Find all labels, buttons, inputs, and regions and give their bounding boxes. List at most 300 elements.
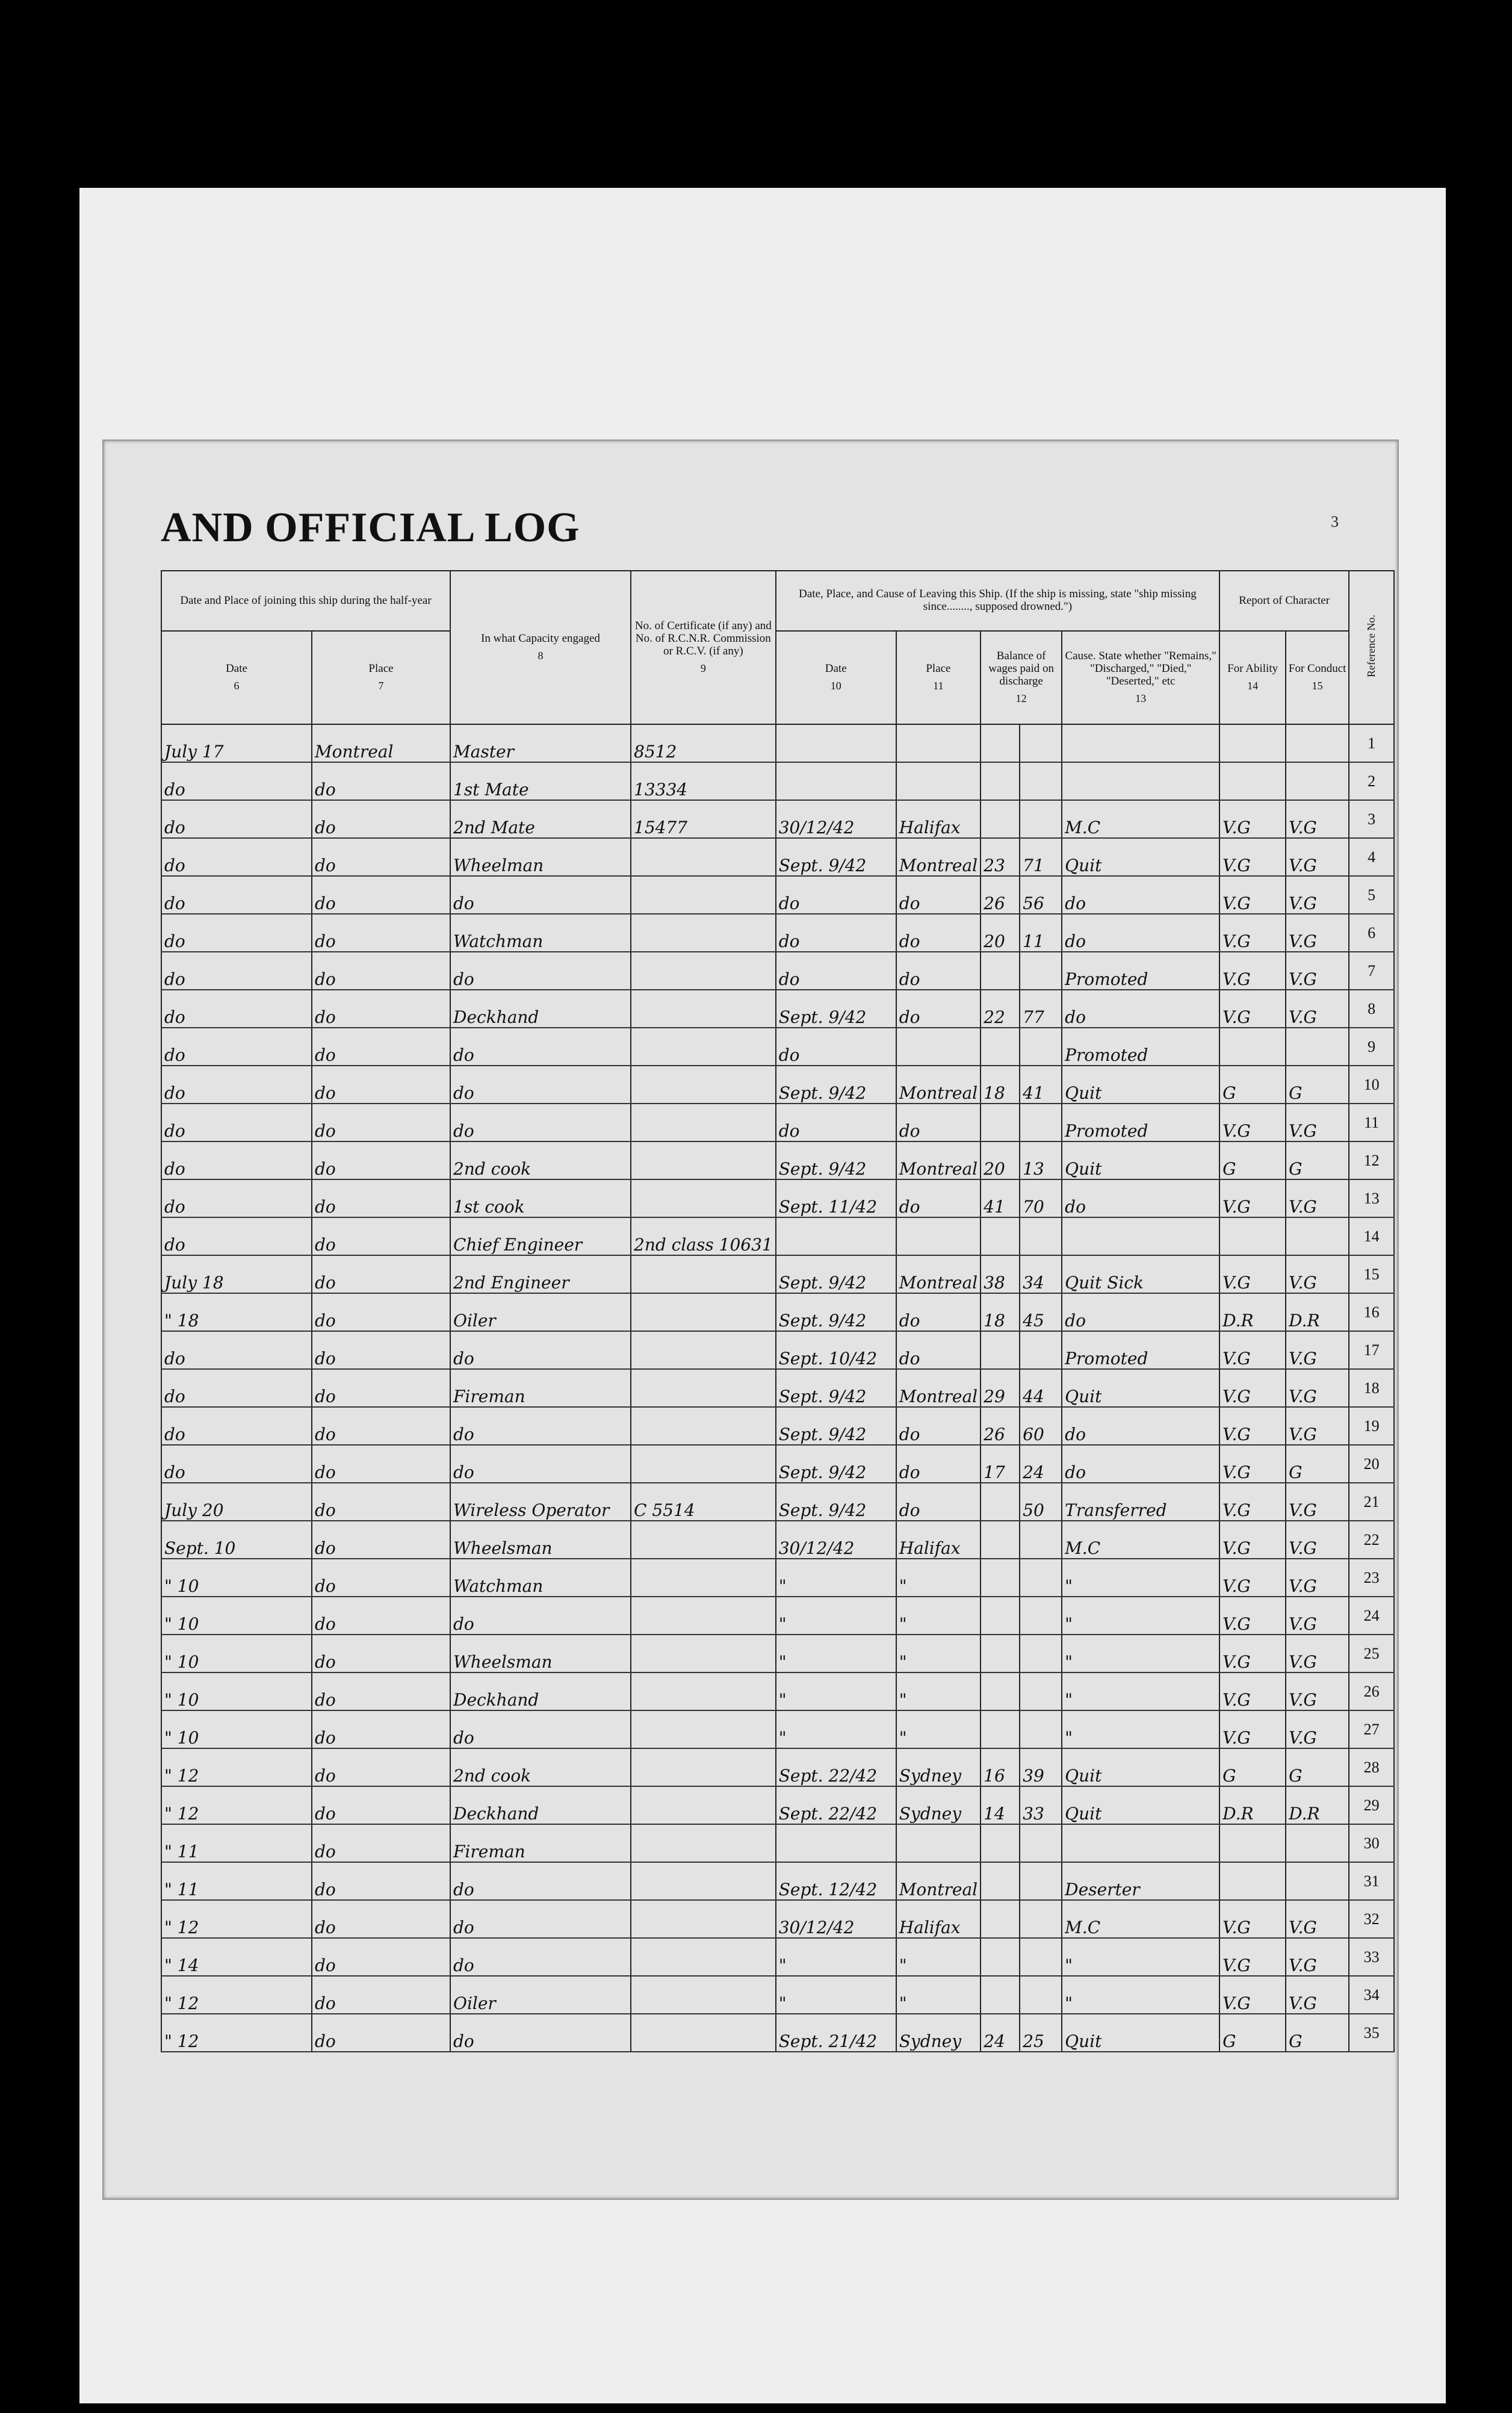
ability-cell: V.G — [1219, 1710, 1286, 1748]
cause-cell: " — [1062, 1559, 1219, 1597]
join-date-cell: do — [161, 1028, 312, 1066]
leave-place-cell: " — [896, 1597, 981, 1635]
conduct-cell: V.G — [1286, 1104, 1349, 1141]
join-date-cell: do — [161, 1104, 312, 1141]
join-date-cell: do — [161, 1369, 312, 1407]
reference-number-cell: 10 — [1349, 1066, 1394, 1104]
leave-date-label: Date — [825, 662, 847, 675]
col-number: 11 — [933, 680, 944, 692]
ability-cell: V.G — [1219, 800, 1286, 838]
reference-number-cell: 17 — [1349, 1331, 1394, 1369]
leave-place-label: Place — [926, 662, 951, 675]
balance-dollars-cell — [981, 762, 1020, 800]
col-number: 9 — [700, 662, 706, 674]
certificate-cell — [631, 1407, 776, 1445]
balance-dollars-cell: 20 — [981, 914, 1020, 952]
table-row — [161, 1748, 1394, 1786]
conduct-cell: V.G — [1286, 1900, 1349, 1938]
ability-cell — [1219, 1862, 1286, 1900]
cause-cell: Quit — [1062, 1066, 1219, 1104]
balance-cents-cell — [1020, 1900, 1062, 1938]
join-date-cell: " 12 — [161, 1748, 312, 1786]
balance-cents-cell: 39 — [1020, 1748, 1062, 1786]
balance-dollars-cell: 24 — [981, 2014, 1020, 2052]
balance-cents-cell: 50 — [1020, 1483, 1062, 1521]
table-row — [161, 838, 1394, 876]
certificate-cell — [631, 1710, 776, 1748]
leave-place-cell: Halifax — [896, 1900, 981, 1938]
balance-cents-cell: 70 — [1020, 1179, 1062, 1217]
table-row — [161, 1824, 1394, 1862]
join-date-cell: do — [161, 1331, 312, 1369]
join-date-cell: " 14 — [161, 1938, 312, 1976]
table-row — [161, 1141, 1394, 1179]
conduct-cell: V.G — [1286, 1331, 1349, 1369]
certificate-cell — [631, 1635, 776, 1672]
capacity-cell: Wheelsman — [450, 1521, 631, 1559]
certificate-cell — [631, 1293, 776, 1331]
join-place-cell: do — [312, 1028, 450, 1066]
table-row — [161, 1597, 1394, 1635]
conduct-cell: V.G — [1286, 1407, 1349, 1445]
capacity-header-label: In what Capacity engaged — [481, 632, 600, 645]
join-place-cell: do — [312, 1786, 450, 1824]
balance-cents-cell — [1020, 1938, 1062, 1976]
join-date-cell: do — [161, 914, 312, 952]
conduct-header — [1286, 631, 1349, 724]
conduct-cell: V.G — [1286, 1976, 1349, 2014]
capacity-cell: do — [450, 1104, 631, 1141]
reference-number-cell: 15 — [1349, 1255, 1394, 1293]
certificate-cell — [631, 1748, 776, 1786]
leave-date-cell: " — [776, 1710, 896, 1748]
capacity-cell: do — [450, 1066, 631, 1104]
cause-cell: " — [1062, 1597, 1219, 1635]
conduct-cell: G — [1286, 2014, 1349, 2052]
conduct-cell: V.G — [1286, 1597, 1349, 1635]
balance-dollars-cell — [981, 1976, 1020, 2014]
cause-cell: " — [1062, 1635, 1219, 1672]
balance-dollars-cell — [981, 1028, 1020, 1066]
reference-number-cell: 16 — [1349, 1293, 1394, 1331]
join-date-cell: " 10 — [161, 1710, 312, 1748]
leave-place-cell: do — [896, 876, 981, 914]
join-date-cell: do — [161, 1407, 312, 1445]
reference-number-cell: 34 — [1349, 1976, 1394, 2014]
certificate-cell — [631, 1672, 776, 1710]
join-place-cell: do — [312, 1559, 450, 1597]
reference-number-cell: 32 — [1349, 1900, 1394, 1938]
reference-number-cell: 6 — [1349, 914, 1394, 952]
leave-date-cell: do — [776, 914, 896, 952]
join-place-cell: do — [312, 1748, 450, 1786]
joining-group-header: Date and Place of joining this ship during the half-year — [161, 571, 450, 631]
leave-place-cell: do — [896, 990, 981, 1028]
table-row — [161, 1635, 1394, 1672]
reference-number-cell: 11 — [1349, 1104, 1394, 1141]
ability-cell: V.G — [1219, 1597, 1286, 1635]
conduct-cell: V.G — [1286, 1710, 1349, 1748]
leave-date-header — [776, 631, 896, 724]
leave-date-cell: Sept. 10/42 — [776, 1331, 896, 1369]
reference-number-cell: 1 — [1349, 724, 1394, 762]
col-number: 12 — [1015, 692, 1027, 704]
crew-log-table — [161, 570, 1395, 2052]
capacity-cell: Deckhand — [450, 990, 631, 1028]
cause-cell — [1062, 1217, 1219, 1255]
reference-number-cell: 31 — [1349, 1862, 1394, 1900]
certificate-cell — [631, 1786, 776, 1824]
balance-cents-cell: 44 — [1020, 1369, 1062, 1407]
conduct-cell — [1286, 1217, 1349, 1255]
capacity-cell: Master — [450, 724, 631, 762]
cause-cell: do — [1062, 1407, 1219, 1445]
reference-number-cell: 13 — [1349, 1179, 1394, 1217]
cause-cell: Transferred — [1062, 1483, 1219, 1521]
leave-date-cell: do — [776, 876, 896, 914]
capacity-cell: 1st cook — [450, 1179, 631, 1217]
ability-cell: V.G — [1219, 838, 1286, 876]
certificate-cell — [631, 1976, 776, 2014]
join-date-cell: Sept. 10 — [161, 1521, 312, 1559]
certificate-cell: 15477 — [631, 800, 776, 838]
join-date-cell: do — [161, 838, 312, 876]
conduct-cell — [1286, 1862, 1349, 1900]
balance-dollars-cell: 29 — [981, 1369, 1020, 1407]
join-date-cell: " 10 — [161, 1597, 312, 1635]
ability-cell — [1219, 1028, 1286, 1066]
join-place-cell: do — [312, 1255, 450, 1293]
cause-cell: M.C — [1062, 1521, 1219, 1559]
join-date-cell: do — [161, 762, 312, 800]
leave-date-cell: Sept. 22/42 — [776, 1748, 896, 1786]
join-place-cell: do — [312, 1066, 450, 1104]
leave-date-cell: do — [776, 952, 896, 990]
table-row — [161, 1900, 1394, 1938]
leave-place-cell: Sydney — [896, 1748, 981, 1786]
balance-cents-cell: 77 — [1020, 990, 1062, 1028]
conduct-cell: G — [1286, 1445, 1349, 1483]
conduct-cell: D.R — [1286, 1293, 1349, 1331]
ability-header — [1219, 631, 1286, 724]
join-place-cell: do — [312, 1976, 450, 2014]
leave-date-cell: Sept. 22/42 — [776, 1786, 896, 1824]
certificate-cell — [631, 1862, 776, 1900]
join-place-cell: Montreal — [312, 724, 450, 762]
balance-dollars-cell — [981, 800, 1020, 838]
leave-date-cell: 30/12/42 — [776, 1521, 896, 1559]
cause-cell: Quit — [1062, 1369, 1219, 1407]
conduct-cell: V.G — [1286, 1559, 1349, 1597]
reference-number-cell: 12 — [1349, 1141, 1394, 1179]
join-date-cell: do — [161, 1217, 312, 1255]
certificate-cell — [631, 1141, 776, 1179]
balance-cents-cell — [1020, 1824, 1062, 1862]
join-place-cell: do — [312, 1635, 450, 1672]
capacity-cell: do — [450, 1028, 631, 1066]
balance-cents-cell — [1020, 762, 1062, 800]
leave-place-cell: do — [896, 1331, 981, 1369]
col-number: 7 — [378, 680, 384, 692]
join-place-cell: do — [312, 876, 450, 914]
join-date-cell: " 12 — [161, 1976, 312, 2014]
ability-cell: V.G — [1219, 1483, 1286, 1521]
leave-date-cell: Sept. 9/42 — [776, 838, 896, 876]
certificate-cell — [631, 1104, 776, 1141]
leave-date-cell: Sept. 9/42 — [776, 1483, 896, 1521]
ability-cell: V.G — [1219, 1255, 1286, 1293]
conduct-cell: V.G — [1286, 1938, 1349, 1976]
reference-number-cell: 9 — [1349, 1028, 1394, 1066]
leave-place-cell: do — [896, 1407, 981, 1445]
cause-cell: Quit — [1062, 1786, 1219, 1824]
leave-place-cell: Montreal — [896, 1862, 981, 1900]
leave-date-cell: Sept. 9/42 — [776, 1293, 896, 1331]
certificate-cell: 2nd class 10631 — [631, 1217, 776, 1255]
conduct-cell — [1286, 762, 1349, 800]
join-date-cell: " 10 — [161, 1672, 312, 1710]
certificate-cell — [631, 838, 776, 876]
ability-cell: V.G — [1219, 1976, 1286, 2014]
reference-number-cell: 25 — [1349, 1635, 1394, 1672]
balance-dollars-cell — [981, 1900, 1020, 1938]
balance-cents-cell: 41 — [1020, 1066, 1062, 1104]
ability-cell: D.R — [1219, 1293, 1286, 1331]
ability-cell: G — [1219, 1066, 1286, 1104]
table-row — [161, 1710, 1394, 1748]
ability-cell: V.G — [1219, 1331, 1286, 1369]
join-place-cell: do — [312, 2014, 450, 2052]
cause-cell: do — [1062, 1293, 1219, 1331]
reference-number-cell: 8 — [1349, 990, 1394, 1028]
leave-date-cell: " — [776, 1672, 896, 1710]
table-row — [161, 1179, 1394, 1217]
ability-cell — [1219, 724, 1286, 762]
report-group-header: Report of Character — [1219, 571, 1349, 631]
capacity-cell: Wireless Operator — [450, 1483, 631, 1521]
join-place-cell: do — [312, 1597, 450, 1635]
join-place-cell: do — [312, 1179, 450, 1217]
capacity-cell: Wheelsman — [450, 1635, 631, 1672]
leave-place-cell: Montreal — [896, 838, 981, 876]
join-place-cell: do — [312, 838, 450, 876]
join-place-cell: do — [312, 1369, 450, 1407]
cause-cell: Quit — [1062, 1748, 1219, 1786]
balance-dollars-cell: 18 — [981, 1293, 1020, 1331]
ability-cell — [1219, 762, 1286, 800]
leave-date-cell: " — [776, 1559, 896, 1597]
capacity-cell: do — [450, 1445, 631, 1483]
join-place-cell: do — [312, 914, 450, 952]
balance-dollars-cell — [981, 1521, 1020, 1559]
leave-place-cell: Montreal — [896, 1066, 981, 1104]
ability-cell: G — [1219, 1141, 1286, 1179]
certificate-cell — [631, 1521, 776, 1559]
table-body — [161, 724, 1394, 2052]
join-place-cell: do — [312, 1217, 450, 1255]
page-number: 3 — [1331, 513, 1339, 530]
leave-place-cell: do — [896, 1179, 981, 1217]
balance-cents-cell — [1020, 1521, 1062, 1559]
join-place-cell: do — [312, 1104, 450, 1141]
balance-dollars-cell — [981, 1331, 1020, 1369]
leave-place-cell: do — [896, 952, 981, 990]
balance-dollars-cell — [981, 1862, 1020, 1900]
reference-header-label: Reference No. — [1365, 614, 1377, 677]
capacity-cell: 1st Mate — [450, 762, 631, 800]
leave-place-header — [896, 631, 981, 724]
certificate-cell: C 5514 — [631, 1483, 776, 1521]
cause-cell: " — [1062, 1976, 1219, 2014]
certificate-cell — [631, 1597, 776, 1635]
reference-number-cell: 21 — [1349, 1483, 1394, 1521]
leave-date-cell: " — [776, 1976, 896, 2014]
conduct-cell: D.R — [1286, 1786, 1349, 1824]
reference-number-cell: 22 — [1349, 1521, 1394, 1559]
reference-number-cell: 24 — [1349, 1597, 1394, 1635]
leave-place-cell — [896, 762, 981, 800]
certificate-cell — [631, 1179, 776, 1217]
cause-cell — [1062, 762, 1219, 800]
ability-cell: V.G — [1219, 990, 1286, 1028]
ability-cell — [1219, 1217, 1286, 1255]
reference-number-cell: 29 — [1349, 1786, 1394, 1824]
join-date-cell: " 10 — [161, 1559, 312, 1597]
certificate-cell — [631, 2014, 776, 2052]
capacity-cell: do — [450, 1900, 631, 1938]
certificate-cell — [631, 1445, 776, 1483]
balance-dollars-cell — [981, 1104, 1020, 1141]
cause-cell: Quit Sick — [1062, 1255, 1219, 1293]
join-date-header — [161, 631, 312, 724]
leave-place-cell: do — [896, 1445, 981, 1483]
join-date-cell: " 12 — [161, 1900, 312, 1938]
certificate-cell — [631, 952, 776, 990]
conduct-cell: V.G — [1286, 914, 1349, 952]
ability-cell: V.G — [1219, 1672, 1286, 1710]
leave-date-cell: " — [776, 1597, 896, 1635]
balance-cents-cell: 24 — [1020, 1445, 1062, 1483]
table-row — [161, 1369, 1394, 1407]
balance-cents-cell: 33 — [1020, 1786, 1062, 1824]
table-row — [161, 1028, 1394, 1066]
join-place-cell: do — [312, 952, 450, 990]
cause-cell: Quit — [1062, 1141, 1219, 1179]
leave-date-cell: do — [776, 1028, 896, 1066]
reference-number-cell: 23 — [1349, 1559, 1394, 1597]
table-row — [161, 1938, 1394, 1976]
leave-place-cell: " — [896, 1710, 981, 1748]
certificate-header — [631, 571, 776, 724]
reference-header — [1349, 571, 1394, 724]
cause-cell: do — [1062, 914, 1219, 952]
leave-date-cell: " — [776, 1938, 896, 1976]
certificate-cell: 13334 — [631, 762, 776, 800]
balance-dollars-cell — [981, 1483, 1020, 1521]
join-place-cell: do — [312, 1521, 450, 1559]
join-date-cell: July 17 — [161, 724, 312, 762]
join-place-cell: do — [312, 1710, 450, 1748]
leave-date-cell: Sept. 21/42 — [776, 2014, 896, 2052]
cause-label: Cause. State whether "Remains," "Discharged," "Died," "Deserted," etc — [1065, 650, 1216, 688]
leave-date-cell: Sept. 9/42 — [776, 990, 896, 1028]
conduct-cell: V.G — [1286, 1635, 1349, 1672]
join-place-cell: do — [312, 1938, 450, 1976]
reference-number-cell: 19 — [1349, 1407, 1394, 1445]
join-place-cell: do — [312, 1445, 450, 1483]
balance-dollars-cell: 26 — [981, 876, 1020, 914]
table-row — [161, 1445, 1394, 1483]
table-row — [161, 1786, 1394, 1824]
balance-dollars-cell — [981, 1938, 1020, 1976]
balance-dollars-cell — [981, 1559, 1020, 1597]
leave-place-cell: " — [896, 1938, 981, 1976]
capacity-cell: do — [450, 1710, 631, 1748]
capacity-cell: Fireman — [450, 1824, 631, 1862]
leave-place-cell: Sydney — [896, 2014, 981, 2052]
table-row — [161, 1483, 1394, 1521]
balance-dollars-cell: 18 — [981, 1066, 1020, 1104]
certificate-header-label: No. of Certificate (if any) and No. of R.C.N.R. Commission or R.C.V. (if any) — [634, 620, 772, 658]
ability-cell: V.G — [1219, 1559, 1286, 1597]
reference-number-cell: 4 — [1349, 838, 1394, 876]
join-place-cell: do — [312, 1483, 450, 1521]
leave-place-cell: Montreal — [896, 1369, 981, 1407]
certificate-cell — [631, 1028, 776, 1066]
conduct-label: For Conduct — [1288, 662, 1346, 675]
conduct-cell: V.G — [1286, 1521, 1349, 1559]
join-place-cell: do — [312, 990, 450, 1028]
table-row — [161, 1331, 1394, 1369]
cause-cell: M.C — [1062, 800, 1219, 838]
cause-cell: " — [1062, 1938, 1219, 1976]
balance-dollars-cell: 16 — [981, 1748, 1020, 1786]
table-row — [161, 1862, 1394, 1900]
conduct-cell: V.G — [1286, 838, 1349, 876]
reference-number-cell: 14 — [1349, 1217, 1394, 1255]
join-date-cell: do — [161, 1445, 312, 1483]
ability-cell: D.R — [1219, 1786, 1286, 1824]
ability-cell: V.G — [1219, 914, 1286, 952]
certificate-cell — [631, 876, 776, 914]
join-place-label: Place — [368, 662, 394, 675]
leave-date-cell: Sept. 9/42 — [776, 1066, 896, 1104]
balance-cents-cell: 45 — [1020, 1293, 1062, 1331]
leaving-group-header: Date, Place, and Cause of Leaving this Ship. (If the ship is missing, state "ship missing since........, supposed drowned.") — [776, 571, 1219, 631]
join-place-cell: do — [312, 1331, 450, 1369]
join-date-cell: July 18 — [161, 1255, 312, 1293]
reference-number-cell: 7 — [1349, 952, 1394, 990]
cause-cell: Promoted — [1062, 1331, 1219, 1369]
join-date-label: Date — [226, 662, 247, 675]
balance-cents-cell — [1020, 952, 1062, 990]
ability-cell: V.G — [1219, 1179, 1286, 1217]
leave-place-cell: " — [896, 1635, 981, 1672]
leave-place-cell: " — [896, 1559, 981, 1597]
leave-date-cell — [776, 762, 896, 800]
certificate-cell: 8512 — [631, 724, 776, 762]
leave-place-cell — [896, 1028, 981, 1066]
reference-number-cell: 28 — [1349, 1748, 1394, 1786]
table-row — [161, 2014, 1394, 2052]
join-date-cell: do — [161, 990, 312, 1028]
col-number: 13 — [1135, 692, 1147, 704]
leave-place-cell: do — [896, 1483, 981, 1521]
leave-place-cell: do — [896, 914, 981, 952]
balance-dollars-cell — [981, 1824, 1020, 1862]
leave-date-cell — [776, 724, 896, 762]
join-place-cell: do — [312, 762, 450, 800]
